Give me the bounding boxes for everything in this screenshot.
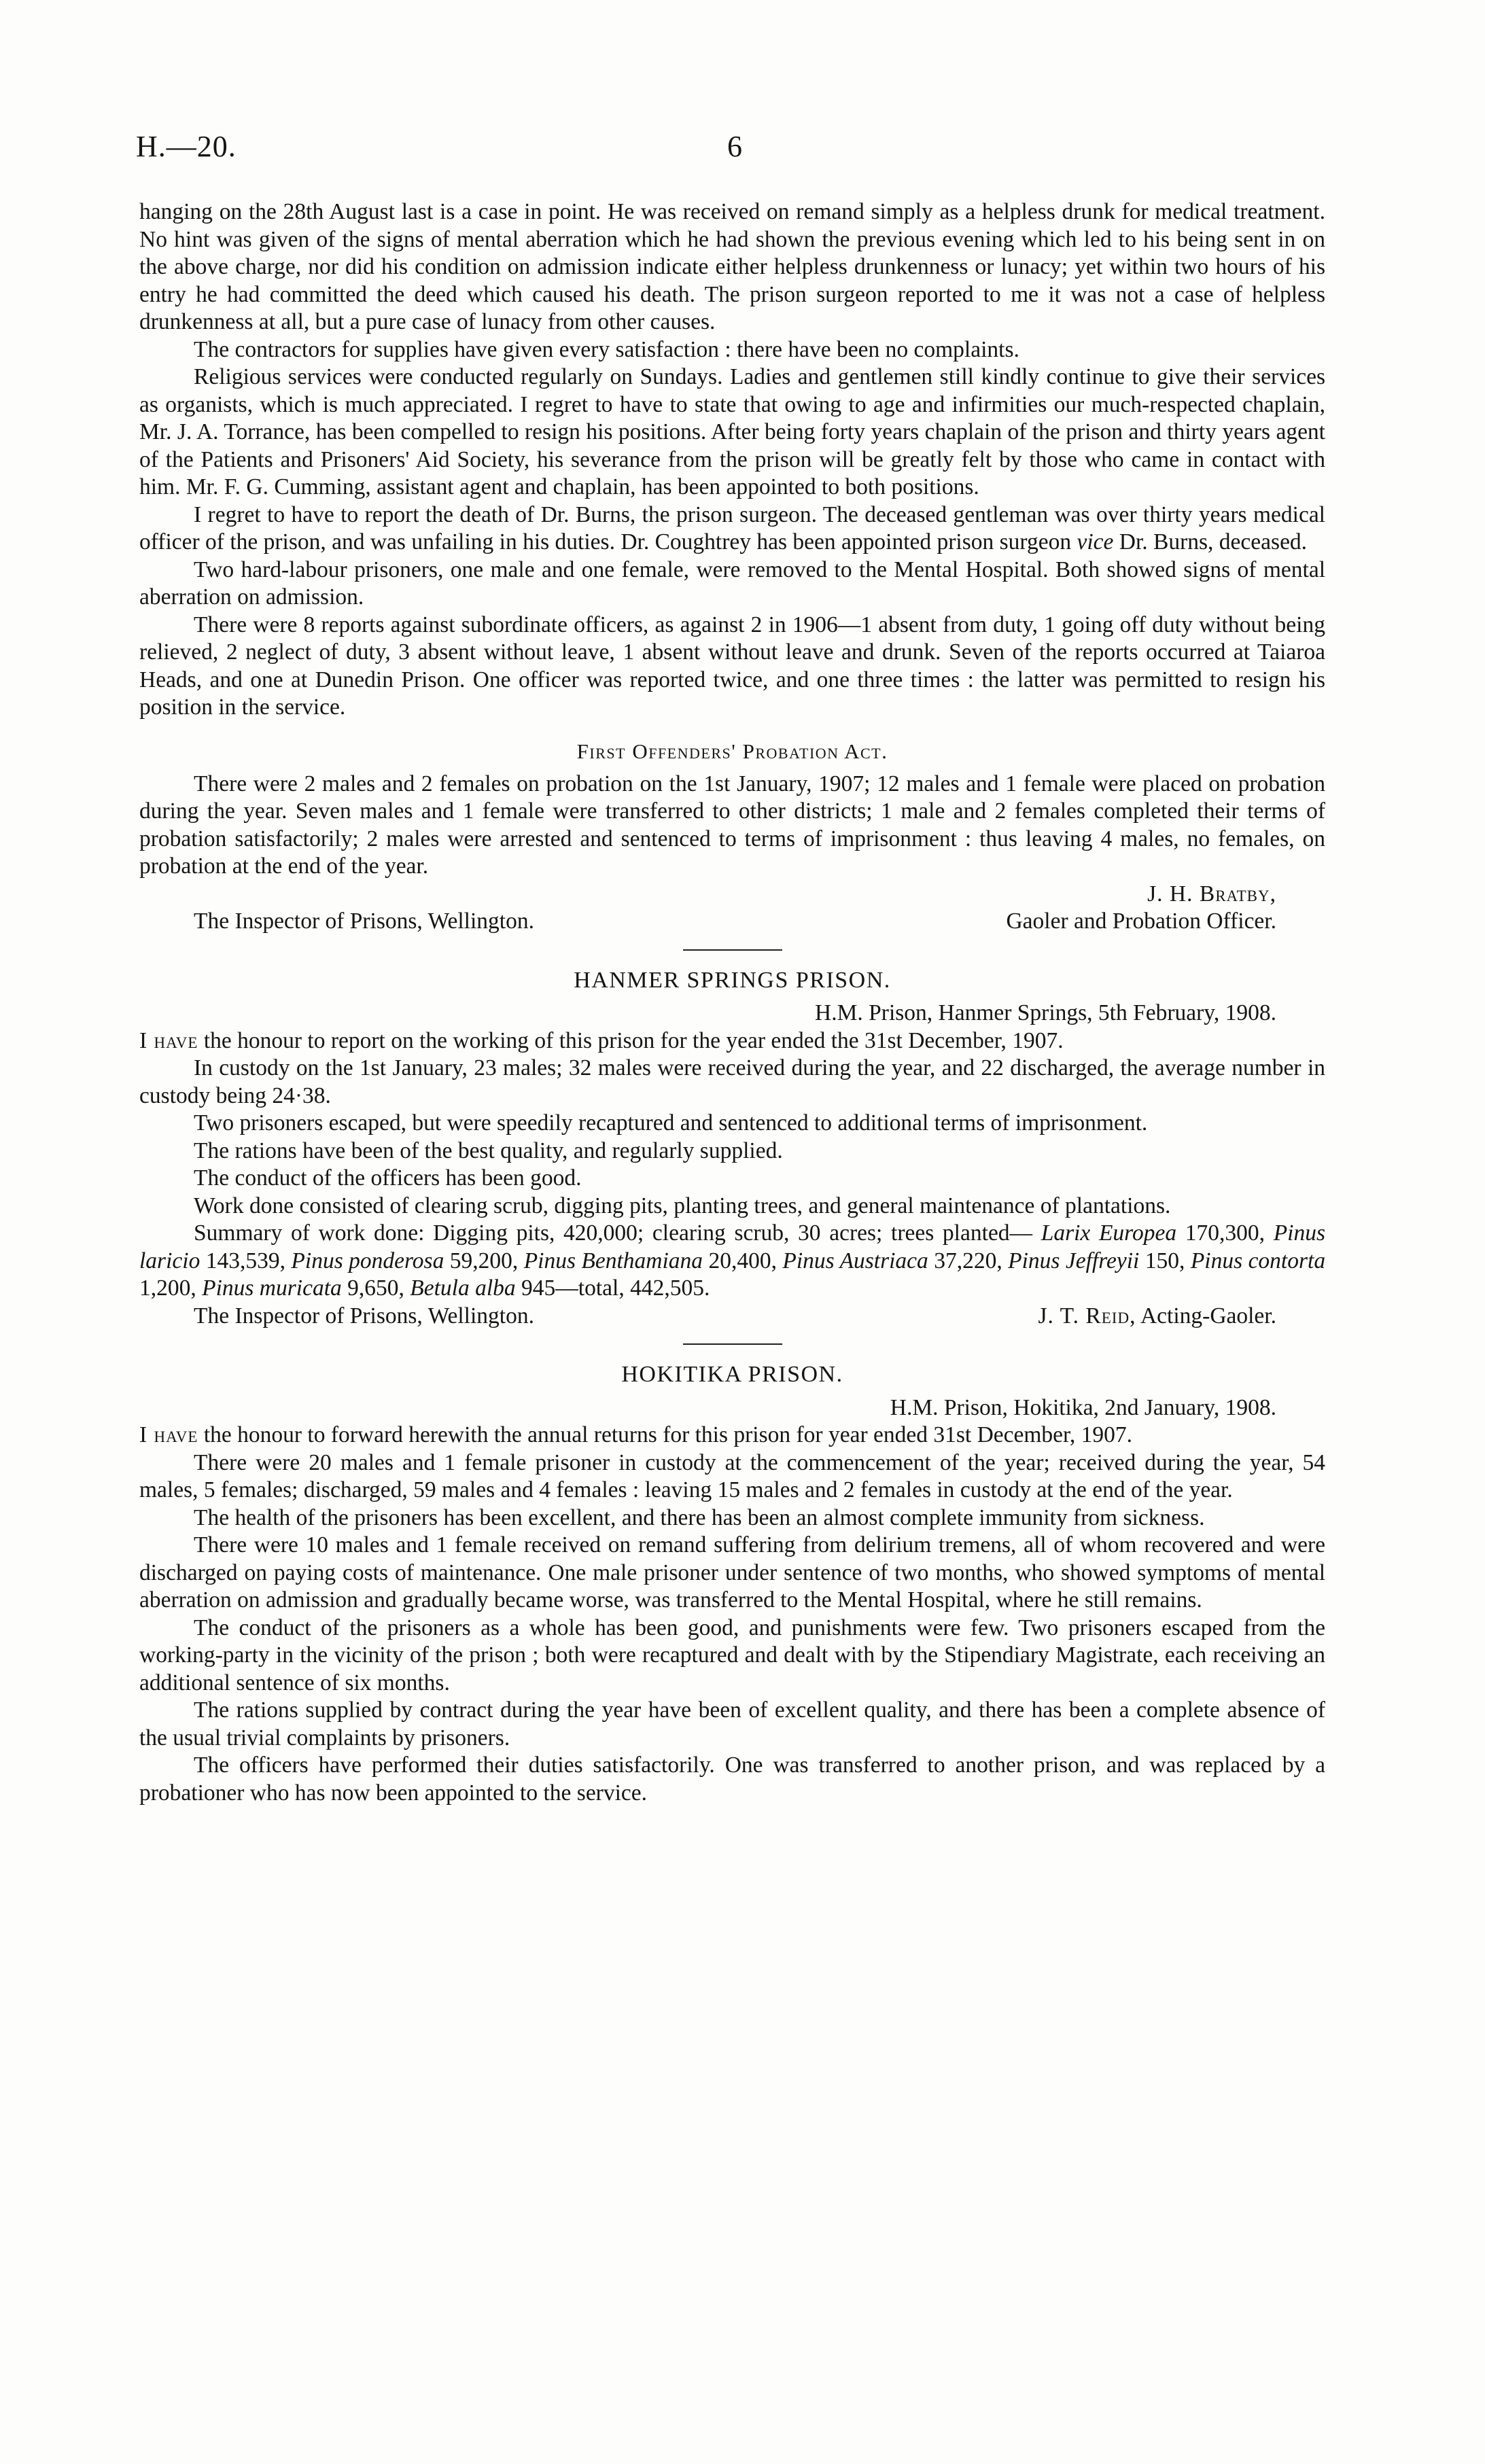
paragraph: There were 8 reports against subordinate officers, as against 2 in 1906—1 absent from duty, 1 going off duty without being relieved, 2 neglect of duty, 3 absent without leave, 1 absent without leave and drunk. Seven of the reports occurred at Taiaroa Heads, and one at Dunedin Prison. One officer was reported twice, and one three times : the latter was permitted to resign his position in the service. xyxy=(139,612,1325,720)
paragraph: The rations supplied by contract during the year have been of excellent quality, and there has been a complete absence of the usual trivial complaints by prisoners. xyxy=(139,1697,1325,1750)
dateline: H.M. Prison, Hanmer Springs, 5th February, 1908. xyxy=(815,1000,1276,1025)
paragraph: There were 2 males and 2 females on probation on the 1st January, 1907; 12 males and 1 female were placed on probation during the year. Seven males and 1 female were transferred to other districts; 1 male and 2 females completed their terms of probation satisfactorily; 2 males were arrested and sentenced to terms of imprisonment : thus leaving 4 males, no females, on probation at the end of the year. xyxy=(139,771,1325,879)
paragraph: Summary of work done: Digging pits, 420,000; clearing scrub, 30 acres; trees planted— Larix Europea 170,300, Pinus laricio 143,539, Pinus ponderosa 59,200, Pinus Benthamiana 20,400, Pinus Austriaca 37,220, Pinus Jeffreyii 150, Pinus contorta 1,200, Pinus muricata 9,650, Betula alba 945—total, 442,505. xyxy=(139,1220,1326,1301)
paragraph: hanging on the 28th August last is a case in point. He was received on remand simply as a helpless drunk for medical treatment. No hint was given of the signs of mental aberration which he had shown the previous evening which led to his being sent in on the above charge, nor did his condition on admission indicate either helpless drunkenness or lunacy; yet within two hours of his entry he had committed the deed which caused his death. The prison surgeon reported to me it was not a case of helpless drunkenness at all, but a pure case of lunacy from other causes. xyxy=(139,199,1325,334)
body-text xyxy=(139,198,1325,1807)
addressee: The Inspector of Prisons, Wellington. xyxy=(194,909,534,934)
signatory: J. T. Reid, Acting-Gaoler. xyxy=(1038,1303,1276,1328)
addressee: The Inspector of Prisons, Wellington. xyxy=(194,1303,534,1328)
page-header xyxy=(136,129,1325,170)
paragraph: The officers have performed their duties satisfactorily. One was transferred to another prison, and was replaced by a probationer who has now been appointed to the service. xyxy=(139,1753,1325,1806)
section-divider xyxy=(683,949,782,951)
paragraph: There were 10 males and 1 female received on remand suffering from delirium tremens, all of whom recovered and were discharged on paying costs of maintenance. One male prisoner under sentence of two months, who showed symptoms of mental aberration on admission and gradually became worse, was transferred to the Mental Hospital, where he still remains. xyxy=(139,1532,1325,1613)
dateline: H.M. Prison, Hokitika, 2nd January, 1908. xyxy=(890,1394,1276,1420)
paragraph: I have the honour to forward herewith the annual returns for this prison for year ended 31st December, 1907. xyxy=(139,1422,1132,1447)
paragraph: Two hard-labour prisoners, one male and one female, were removed to the Mental Hospital. Both showed signs of mental aberration on admission. xyxy=(139,557,1325,610)
paragraph: I have the honour to report on the working of this prison for the year ended the 31st December, 1907. xyxy=(139,1027,1064,1053)
section-subheading: First Offenders' Probation Act. xyxy=(576,739,888,763)
signature-line xyxy=(139,908,1325,936)
paragraph: Two prisoners escaped, but were speedily recaptured and sentenced to additional terms of imprisonment. xyxy=(194,1110,1148,1136)
signatory: J. H. Bratby, xyxy=(1147,881,1276,907)
section-divider xyxy=(683,1343,782,1345)
paragraph: There were 20 males and 1 female prisoner in custody at the commencement of the year; received during the year, 54 males, 5 females; discharged, 59 males and 4 females : leaving 15 males and 2 females in custody at the end of the year. xyxy=(139,1449,1325,1502)
paragraph: Work done consisted of clearing scrub, digging pits, planting trees, and general maintenance of plantations. xyxy=(194,1193,1171,1218)
section-heading: HOKITIKA PRISON. xyxy=(621,1362,843,1387)
paragraph: The rations have been of the best quality, and regularly supplied. xyxy=(194,1138,783,1163)
paragraph: The health of the prisoners has been excellent, and there has been an almost complete immunity from sickness. xyxy=(194,1504,1205,1530)
section-heading: HANMER SPRINGS PRISON. xyxy=(574,967,891,993)
paragraph: I regret to have to report the death of Dr. Burns, the prison surgeon. The deceased gentleman was over thirty years medical officer of the prison, and was unfailing in his duties. Dr. Coughtrey has been appointed prison surgeon vice Dr. Burns, deceased. xyxy=(139,501,1325,555)
paragraph: The conduct of the prisoners as a whole has been good, and punishments were few. Two prisoners escaped from the working-party in the vicinity of the prison ; both were recaptured and dealt with by the Stipendiary Magistrate, each receiving an additional sentence of six months. xyxy=(139,1615,1325,1695)
page-number: 6 xyxy=(727,130,742,163)
paragraph: The contractors for supplies have given every satisfaction : there have been no complaints. xyxy=(194,336,1019,362)
document-reference: H.—20. xyxy=(136,130,237,163)
signatory-title: Gaoler and Probation Officer. xyxy=(1006,909,1276,934)
signature-line xyxy=(139,1303,1325,1331)
paragraph: In custody on the 1st January, 23 males; 32 males were received during the year, and 22 discharged, the average number in custody being 24·38. xyxy=(139,1055,1325,1108)
paragraph: The conduct of the officers has been good. xyxy=(194,1165,582,1191)
paragraph: Religious services were conducted regularly on Sundays. Ladies and gentlemen still kindly continue to give their services as organists, which is much appreciated. I regret to have to state that owing to age and infirmities our much-respected chaplain, Mr. J. A. Torrance, has been compelled to resign his positions. After being forty years chaplain of the prison and thirty years agent of the Patients and Prisoners' Aid Society, his severance from the prison will be greatly felt by those who came in contact with him. Mr. F. G. Cumming, assistant agent and chaplain, has been appointed to both positions. xyxy=(139,364,1325,499)
